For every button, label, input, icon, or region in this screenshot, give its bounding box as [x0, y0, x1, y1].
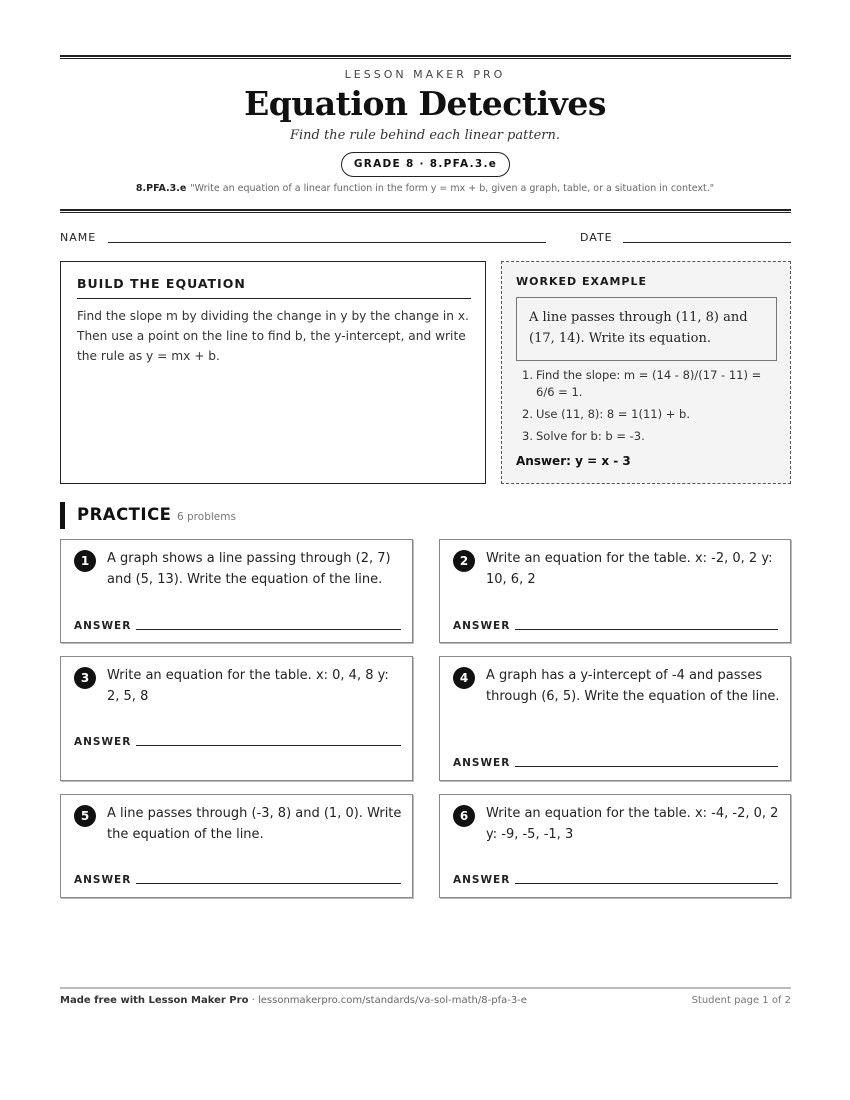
answer-label: ANSWER [74, 874, 132, 886]
problem-card-5 [60, 794, 413, 898]
standard-text: "Write an equation of a linear function in the form y = mx + b, given a graph, table, or a situation in context." [190, 183, 715, 194]
problem-number-badge: 1 [74, 550, 96, 572]
practice-count: 6 problems [177, 511, 236, 523]
answer-label: ANSWER [453, 620, 511, 632]
problem-card-6 [439, 794, 791, 898]
answer-field[interactable] [136, 745, 401, 746]
worked-example-problem: A line passes through (11, 8) and (17, 14). Write its equation. [516, 297, 777, 361]
problem-prompt: A graph shows a line passing through (2, 7) and (5, 13). Write the equation of the line. [107, 551, 391, 587]
problem-number-badge: 4 [453, 667, 475, 689]
problem-number-badge: 6 [453, 805, 475, 827]
footer-separator: · [248, 995, 258, 1006]
answer-field[interactable] [515, 629, 778, 630]
build-equation-heading: BUILD THE EQUATION [77, 276, 471, 299]
problem-prompt: Write an equation for the table. x: -2, 0, 2 y: 10, 6, 2 [486, 551, 773, 587]
step-item: 2. Use (11, 8): 8 = 1(11) + b. [522, 407, 690, 421]
worked-example-heading: WORKED EXAMPLE [516, 275, 647, 288]
problem-number-badge: 3 [74, 667, 96, 689]
practice-title: PRACTICE [77, 505, 172, 524]
step-item: 3. Solve for b: b = -3. [522, 429, 645, 443]
answer-field[interactable] [136, 883, 401, 884]
footer-credit [60, 995, 527, 1006]
problem-number-badge: 2 [453, 550, 475, 572]
practice-accent-bar [60, 502, 65, 529]
problem-prompt: A line passes through (-3, 8) and (1, 0). Write the equation of the line. [107, 806, 402, 842]
answer-label: ANSWER [74, 620, 132, 632]
footer-made-with: Made free with Lesson Maker Pro [60, 995, 249, 1006]
worksheet-title: Equation Detectives [244, 84, 606, 123]
brand-name: LESSON MAKER PRO [344, 68, 506, 81]
problem-prompt: Write an equation for the table. x: -4, -2, 0, 2 y: -9, -5, -1, 3 [486, 806, 779, 842]
worked-example-steps [516, 367, 778, 450]
problem-prompt: Write an equation for the table. x: 0, 4, 8 y: 2, 5, 8 [107, 668, 389, 704]
standard-line [0, 183, 850, 194]
footer-url[interactable]: lessonmakerpro.com/standards/va-sol-math/8-pfa-3-e [257, 995, 527, 1006]
build-equation-panel [60, 261, 486, 484]
step-item: 1. Find the slope: m = (14 - 8)/(17 - 11) = 6/6 = 1. [522, 368, 762, 399]
problem-card-3 [60, 656, 413, 781]
problem-card-1 [60, 539, 413, 643]
worked-example-panel [501, 261, 791, 484]
standard-code: 8.PFA.3.e [135, 183, 187, 194]
problem-number-badge: 5 [74, 805, 96, 827]
name-label: NAME [60, 231, 97, 244]
problem-card-2 [439, 539, 791, 643]
footer-rule [60, 987, 791, 989]
worked-example-answer: Answer: y = x - 3 [516, 454, 631, 468]
header-top-rule [60, 55, 791, 59]
worksheet-subtitle: Find the rule behind each linear pattern. [289, 128, 560, 143]
problem-card-4 [439, 656, 791, 781]
answer-field[interactable] [515, 766, 778, 767]
problem-prompt: A graph has a y-intercept of -4 and passes through (6, 5). Write the equation of the line. [486, 668, 780, 704]
grade-badge: GRADE 8 · 8.PFA.3.e [341, 152, 510, 177]
answer-field[interactable] [136, 629, 401, 630]
answer-field[interactable] [515, 883, 778, 884]
name-field[interactable] [108, 242, 546, 243]
build-equation-text: Find the slope m by dividing the change in y by the change in x. Then use a point on the line to find b, the y-intercept, and write the rule as y = mx + b. [77, 309, 469, 363]
date-label: DATE [580, 231, 613, 244]
answer-label: ANSWER [453, 874, 511, 886]
date-field[interactable] [623, 242, 791, 243]
answer-label: ANSWER [453, 757, 511, 769]
footer-page-number: Student page 1 of 2 [691, 995, 791, 1006]
answer-label: ANSWER [74, 736, 132, 748]
header-bottom-rule [60, 209, 791, 213]
